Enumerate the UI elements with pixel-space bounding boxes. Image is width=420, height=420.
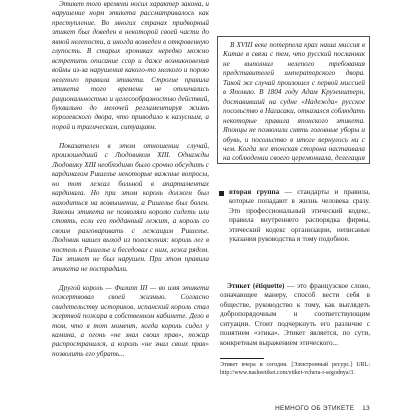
boxed-text: В XVIII веке потерпела крах наша миссия в Китае в связи с тем, что русский посланник не выполнил нелепого требования представителей императорского двора. Такой же случай произошел с первой миссией в Японию. В 1804 году Адам Крузенштерн, доставивший на судне «Надежда» русское посольство в Нагасаки, отказался соблюдать некоторые правила японского этикета. Японцы не позволили снять головные уборы и обувь, и посольство в итоге вернулось ни с чем. Когда же японская сторона настаивала на соблюдении своего церемониала, делегация [223,41,365,163]
bullet-term: вторая группа [229,188,280,196]
term-paragraph [220,282,370,348]
bullet-text: — стандарты и правила, которые попадают в жизнь человека сразу. Это профессиональный этический кодекс, правила внутреннего распорядка фирмы, этический кодекс организации, неписаные указания руководства и тому подобное. [229,188,371,244]
bullet-square-icon [219,191,224,196]
footnote-rule [220,358,264,359]
term-word: Этикет (étiquette) [227,282,285,290]
bullet-item [217,188,370,245]
left-paragraph-1: Этикет того времени носил характер закона, и нарушение норм этикета рассматривалось как преступление. Во многих странах придворный этикет был доведен в некоторой своей части до явной нелепости, а иногда возведен в откровенную глупость. В старых хрониках нередко можно встретить описание ссор и даже возникновения войны из-за нарушения какого-то мелкого и порою нелепого правила этикета. Строгие правила этикета того времени не отличались рациональностью и целесообразностью действий, буквально до мелочей регламентируя жизнь королевского двора, что приводило к казусным, а порой и трагическим, ситуациям. [52,0,209,131]
left-column [52,0,209,359]
boxed-passage [217,36,370,164]
left-paragraph-2: Показателен в этом отношении случай, произошедший с Людовиком XIII. Однажды Людовику XIII необходимо было срочно обсудить с кардиналом Ришелье некоторые важные вопросы, но тот лежал больной в апартаментах кардинала. Но при этом король должен был находиться на возвышении, а Ришелье был болен. Законы этикета не позволяли королю сидеть или стоять, если его подданный лежит, а король со своим разговаривать с лежащим Ришелье. Людовик нашел выход из положения: король лег в постель к Ришелье и беседовал с ним, лежа рядом. Так этикет не был нарушен. При этом правила этикета не пострадали. [52,141,209,273]
footnote-text: Этикет вчера и сегодня. [Электронный ресурс.] URL: http://www.nasheetiket.com/etiket-vchera-i-segodnya/3. [220,362,370,376]
running-head [244,404,370,413]
bullet-paragraph [217,188,370,245]
footnote [220,362,370,377]
page-number: 13 [362,405,370,412]
running-head-title: НЕМНОГО ОБ ЭТИКЕТЕ [275,405,355,412]
left-paragraph-3: Другой король — Филипп III — во имя этикета пожертвовал своей жизнью. Согласно свидетельству историков, испанский король стал жертвой пожара в собственном кабинете. Дело в том, что в тот момент, когда король сидел у камина, а огонь «не знал своих прав», пожар распространился, а король «не знал своих прав» позволить его убрать... [52,283,209,358]
term-text: — это французское слово, означающее манеру, способ вести себя в обществе, руководство к тому, как выглядеть добропорядочным и соответствующим ситуации. Стоит подчеркнуть его различие с понятием «этика». Этикет является, по сути, конкретным выражением этического... [220,282,371,347]
term-definition [220,282,370,348]
